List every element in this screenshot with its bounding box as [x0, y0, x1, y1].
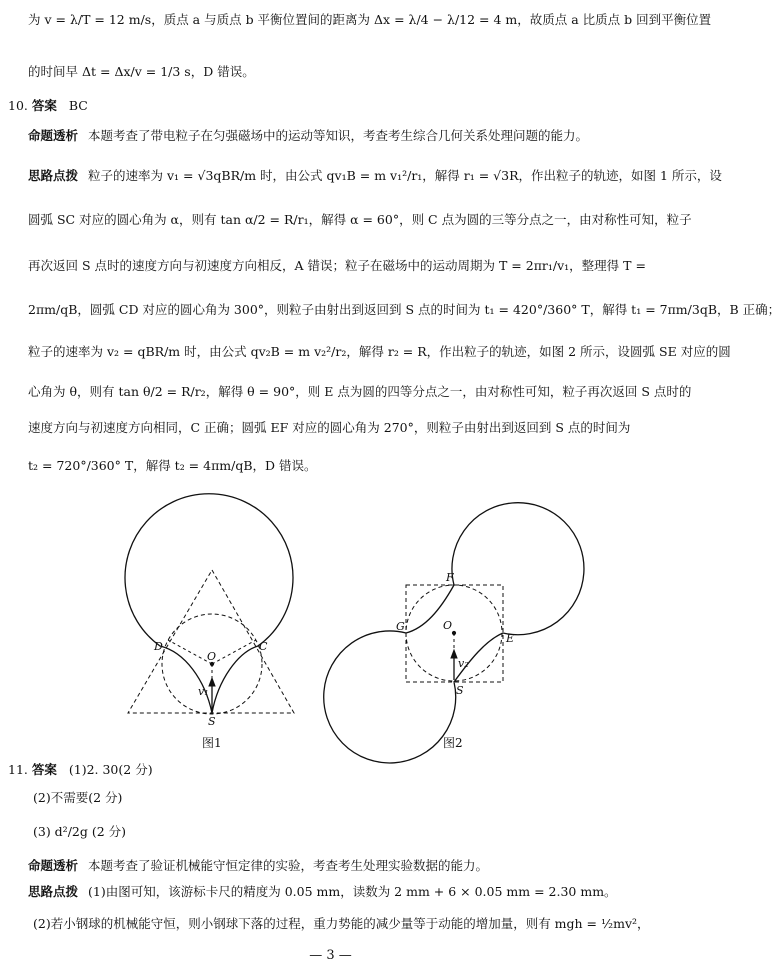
text-line: 再次返回 S 点时的速度方向与初速度方向相反，A 错误；粒子在磁场中的运动周期为 T = 2πr₁/v₁，整理得 T = [28, 258, 646, 273]
figure-2 [324, 503, 584, 763]
dashed-triangle [128, 570, 294, 713]
label-F: F [446, 571, 454, 584]
figure-1 [125, 494, 294, 714]
analysis-tag: 命题透析 [28, 858, 79, 873]
text-line: 为 v = λ/T = 12 m/s，质点 a 与质点 b 平衡位置间的距离为 Δx = λ/4 − λ/12 = 4 m，故质点 a 比质点 b 回到平衡位置 [28, 12, 712, 27]
analysis-line [28, 856, 647, 876]
text-line: (2)若小钢球的机械能守恒，则小钢球下落的过程，重力势能的减少量等于动能的增加量，则有 mgh = ½mv²， [33, 916, 650, 931]
text-line: 2πm/qB，圆弧 CD 对应的圆心角为 300°，则粒子由射出到返回到 S 点的时间为 t₁ = 420°/360° T，解得 t₁ = 7πm/3qB，B 正确； [28, 302, 780, 317]
hint-line [28, 882, 647, 902]
answer-label: 答案 [31, 762, 57, 777]
text-line: 圆弧 SC 对应的圆心角为 α，则有 tan α/2 = R/r₁，解得 α = 60°，则 C 点为圆的三等分点之一，由对称性可知，粒子 [28, 212, 692, 227]
text-line: 速度方向与初速度方向相同，C 正确；圆弧 EF 对应的圆心角为 270°，则粒子由射出到返回到 S 点的时间为 [28, 420, 631, 435]
text-line: 心角为 θ，则有 tan θ/2 = R/r₂，解得 θ = 90°，则 E 点为圆的四等分点之一，由对称性可知，粒子再次返回 S 点时的 [28, 384, 692, 399]
answer-label: 答案 [31, 98, 57, 113]
question-number: 10. [8, 98, 28, 113]
label-S: S [208, 715, 216, 728]
analysis-text: 本题考查了验证机械能守恒定律的实验，考查考生处理实验数据的能力。 [88, 858, 489, 873]
trajectory-large-arc [125, 494, 293, 713]
label-O: O [207, 650, 217, 663]
answer-value: (1)2. 30(2 分) [68, 762, 153, 777]
label-G: G [396, 620, 405, 633]
label-D: D [154, 640, 163, 653]
page-number: — 3 — [309, 948, 352, 963]
figure-1-caption: 图1 [202, 736, 222, 750]
arrow-head-1 [209, 678, 215, 686]
text-line: 粒子的速率为 v₂ = qBR/m 时，由公式 qv₂B = m v₂²/r₂，解得 r₂ = R，作出粒子的轨迹，如图 2 所示，设圆弧 SE 对应的圆 [28, 344, 731, 359]
label-v1: v₁ [198, 685, 209, 698]
question-number: 11. [8, 762, 28, 777]
dashed-radius-right [212, 640, 256, 664]
hint-text: (1)由图可知，该游标卡尺的精度为 0.05 mm，读数为 2 mm + 6 × 0.05 mm = 2.30 mm。 [88, 884, 617, 899]
text-line: t₂ = 720°/360° T，解得 t₂ = 4πm/qB，D 错误。 [28, 458, 317, 473]
answer-value: BC [68, 98, 88, 113]
label-S2: S [456, 684, 464, 697]
text-line: (3) d²/2g (2 分) [33, 824, 127, 839]
figure-2-caption: 图2 [443, 736, 463, 750]
label-O2: O [443, 619, 453, 632]
text-line: 的时间早 Δt = Δx/v = 1/3 s，D 错误。 [28, 64, 255, 79]
label-E: E [506, 632, 515, 645]
arrow-head-2 [451, 650, 457, 658]
question-11-answer [8, 760, 647, 780]
label-v2: v₂ [458, 657, 469, 670]
hint-tag: 思路点拨 [28, 884, 79, 899]
hint-text: 粒子的速率为 v₁ = √3qBR/m 时，由公式 qv₁B = m v₁²/r₁，解得 r₁ = √3R，作出粒子的轨迹，如图 1 所示，设 [88, 168, 722, 183]
analysis-text: 本题考查了带电粒子在匀强磁场中的运动等知识，考查考生综合几何关系处理问题的能力。 [88, 128, 589, 143]
text-line: (2)不需要(2 分) [33, 790, 123, 805]
label-C: C [259, 640, 268, 653]
hint-tag: 思路点拨 [28, 168, 79, 183]
analysis-tag: 命题透析 [28, 128, 79, 143]
